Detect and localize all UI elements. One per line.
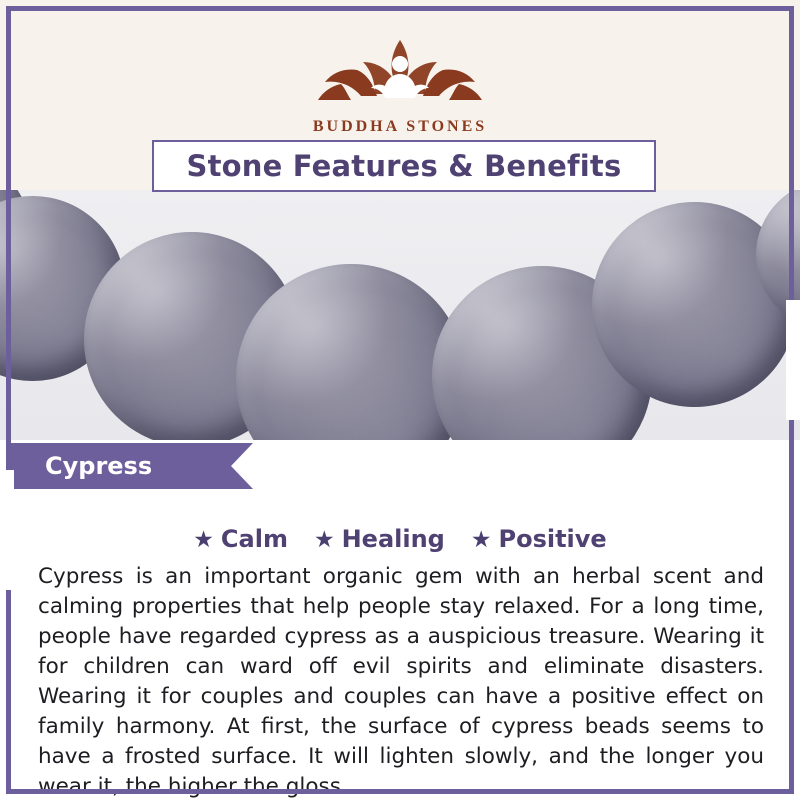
- keyword-label: Healing: [341, 525, 445, 553]
- stone-name-tab-arrow: [231, 443, 253, 489]
- star-icon: ★: [313, 525, 335, 552]
- keyword-list: [0, 525, 800, 553]
- brand-name: BUDDHA STONES: [312, 118, 488, 135]
- brand-logo: [0, 22, 800, 136]
- lotus-meditation-icon: [315, 22, 485, 114]
- page-title: [152, 140, 656, 192]
- keyword-item-positive: [471, 525, 607, 553]
- stone-name-label: Cypress: [45, 452, 153, 480]
- page-title-text: Stone Features & Benefits: [186, 149, 622, 183]
- product-photo: [0, 190, 800, 440]
- stone-description: Cypress is an important organic gem with an herbal scent and calming properties that help people stay relaxed. For a long time, people have regarded cypress as a auspicious treasure. Wearing it for children can ward off evil spirits and eliminate disasters. Wearing it for couples and couples can have a positive effect on family harmony. At first, the surface of cypress beads seems to have a frosted surface. It will lighten slowly, and the longer you wear it, the higher the gloss.: [38, 564, 764, 799]
- keyword-item-calm: [193, 525, 288, 553]
- keyword-label: Positive: [498, 525, 607, 553]
- stone-name-tab: [11, 443, 231, 489]
- keyword-label: Calm: [220, 525, 288, 553]
- keyword-item-healing: [314, 525, 445, 553]
- star-icon: ★: [470, 525, 492, 552]
- star-icon: ★: [193, 525, 214, 552]
